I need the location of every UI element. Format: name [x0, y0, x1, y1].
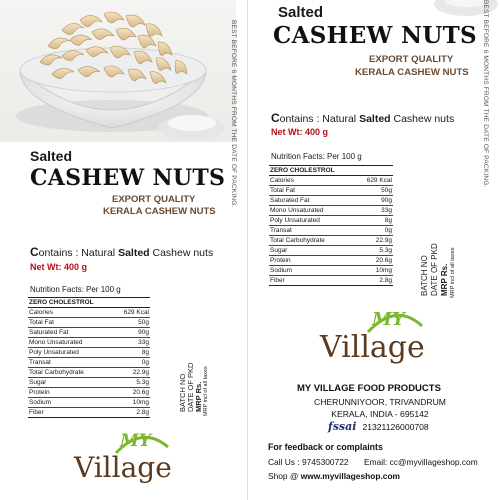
product-name-big: CASHEW NUTS: [30, 165, 226, 191]
cashew-bowl-photo: [0, 0, 236, 142]
nutrient-value: 0g: [110, 358, 150, 368]
date-pkd-label: DATE OF PKD: [186, 362, 195, 412]
nutrient-label: Total Fat: [269, 186, 353, 196]
nutrient-value: 10mg: [110, 398, 150, 408]
feedback-title: For feedback or complaints: [268, 442, 383, 452]
nutrient-value: 90g: [110, 328, 150, 338]
nutrition-row: [28, 348, 150, 358]
logo-village-text: Village: [74, 451, 172, 484]
email-line: Email: cc@myvillageshop.com: [364, 457, 478, 467]
nutrition-table: [28, 297, 150, 418]
nutrient-label: Total Carbohydrate: [28, 368, 110, 378]
batch-no-label: BATCH NO: [178, 373, 187, 412]
nutrition-row: [28, 388, 150, 398]
contains-salted-right: Salted: [359, 113, 391, 125]
product-name-small-right: Salted: [278, 4, 324, 21]
mrp-note: MRP incl of all taxes: [203, 366, 209, 416]
nutrition-row: [269, 176, 393, 186]
my-village-logo-right: [320, 302, 440, 374]
origin-label-right: KERALA CASHEW NUTS: [355, 67, 469, 78]
company-address-line1: CHERUNNIYOOR, TRIVANDRUM: [314, 397, 446, 407]
nutrient-value: 50g: [110, 318, 150, 328]
nutrition-row: [269, 236, 393, 246]
net-weight-right: Net Wt: 400 g: [271, 127, 329, 137]
nutrition-row: [269, 276, 393, 286]
left-label-panel: [0, 0, 248, 500]
cashew-bowl-image: [0, 0, 236, 142]
nutrient-label: Mono Unsaturated: [28, 338, 110, 348]
nutrient-label: Sodium: [269, 266, 353, 276]
nutrient-label: Total Carbohydrate: [269, 236, 353, 246]
nutrient-value: 0g: [353, 226, 393, 236]
contains-initial-right: C: [271, 111, 280, 125]
nutrient-label: Protein: [28, 388, 110, 398]
export-quality-label: EXPORT QUALITY: [112, 194, 196, 205]
company-address-line2: KERALA, INDIA - 695142: [331, 409, 429, 419]
nutrition-header-cell: ZERO CHOLESTROL: [28, 298, 150, 308]
nutrient-label: Fiber: [269, 276, 353, 286]
nutrient-label: Saturated Fat: [28, 328, 110, 338]
net-weight: Net Wt: 400 g: [30, 262, 88, 272]
mrp-note-right: MRP incl of all taxes: [450, 247, 456, 298]
mrp-label-right: MRP Rs.: [440, 263, 449, 296]
nutrient-value: 8g: [353, 216, 393, 226]
fssai-logo-icon: fssai: [328, 420, 357, 433]
nutrient-label: Sodium: [28, 398, 110, 408]
nutrient-value: 22.9g: [353, 236, 393, 246]
contains-line-right: [271, 111, 454, 125]
nutrient-label: Calories: [28, 308, 110, 318]
nutrient-value: 629 Kcal: [353, 176, 393, 186]
mrp-label: MRP Rs.: [194, 381, 203, 412]
nutrition-row: [28, 398, 150, 408]
shop-label: Shop @: [268, 471, 301, 481]
nutrient-label: Poly Unsaturated: [269, 216, 353, 226]
nutrient-label: Transat: [28, 358, 110, 368]
phone-line: Call Us : 9745300722: [268, 457, 349, 467]
contains-text: ontains : Natural: [38, 247, 119, 259]
nutrition-row: [269, 256, 393, 266]
nutrition-row: [269, 266, 393, 276]
nutrient-value: 33g: [353, 206, 393, 216]
date-pkd-label-right: DATE OF PKD: [430, 243, 439, 296]
nutrient-label: Protein: [269, 256, 353, 266]
nutrient-label: Fiber: [28, 408, 110, 418]
nutrient-value: 50g: [353, 186, 393, 196]
my-village-logo: [72, 425, 182, 495]
nutrient-value: 5.3g: [353, 246, 393, 256]
nutrition-row: [28, 328, 150, 338]
nutrition-row: [28, 338, 150, 348]
fssai-number: 21321126000708: [362, 421, 429, 432]
export-quality-label-right: EXPORT QUALITY: [369, 54, 454, 65]
nutrient-value: 90g: [353, 196, 393, 206]
nutrient-value: 20.6g: [110, 388, 150, 398]
nutrient-label: Total Fat: [28, 318, 110, 328]
fssai-row: [328, 420, 429, 433]
nutrition-heading-right: Nutrition Facts: Per 100 g: [271, 152, 362, 161]
contains-suffix-right: Cashew nuts: [390, 113, 455, 125]
nutrition-row: [269, 206, 393, 216]
nutrition-table-right: [269, 165, 393, 286]
nutrition-row: [269, 196, 393, 206]
nutrition-row: [28, 308, 150, 318]
nutrient-value: 629 Kcal: [110, 308, 150, 318]
best-before-note-right: BEST BEFORE 6 MONTHS FROM THE DATE OF PACKING.: [482, 0, 489, 188]
nutrition-header-cell: ZERO CHOLESTROL: [269, 166, 393, 176]
contains-text-right: ontains : Natural: [279, 113, 360, 125]
origin-label: KERALA CASHEW NUTS: [103, 206, 216, 217]
nutrient-value: 10mg: [353, 266, 393, 276]
nutrition-header-row: [269, 166, 393, 176]
contains-line: [30, 245, 213, 259]
nutrition-row: [28, 408, 150, 418]
nutrition-row: [28, 358, 150, 368]
nutrient-label: Sugar: [269, 246, 353, 256]
product-name-big-right: CASHEW NUTS: [273, 22, 477, 49]
contains-suffix: Cashew nuts: [149, 247, 214, 259]
product-name-small: Salted: [30, 148, 73, 164]
nutrition-header-row: [28, 298, 150, 308]
best-before-note: BEST BEFORE 6 MONTHS FROM THE DATE OF PACKING.: [230, 20, 237, 208]
nutrient-label: Transat: [269, 226, 353, 236]
nutrient-label: Calories: [269, 176, 353, 186]
contains-salted: Salted: [118, 247, 150, 259]
shop-url: www.myvillageshop.com: [300, 471, 401, 481]
nutrition-row: [269, 216, 393, 226]
nutrient-value: 5.3g: [110, 378, 150, 388]
nutrient-label: Saturated Fat: [269, 196, 353, 206]
nutrition-row: [28, 368, 150, 378]
nutrient-label: Mono Unsaturated: [269, 206, 353, 216]
company-name: MY VILLAGE FOOD PRODUCTS: [297, 383, 441, 394]
nutrition-row: [28, 318, 150, 328]
shop-line: [268, 471, 400, 481]
logo-village-text-right: Village: [320, 330, 425, 365]
batch-no-label-right: BATCH NO: [420, 255, 429, 296]
nutrition-row: [28, 378, 150, 388]
nutrient-value: 8g: [110, 348, 150, 358]
nutrition-row: [269, 246, 393, 256]
nutrient-value: 22.9g: [110, 368, 150, 378]
nutrition-row: [269, 226, 393, 236]
logo-my-text-right: MY: [372, 309, 405, 330]
nutrient-value: 2.8g: [110, 408, 150, 418]
nutrition-row: [269, 186, 393, 196]
right-label-panel: [250, 0, 500, 500]
nutrient-label: Sugar: [28, 378, 110, 388]
logo-my-text: MY: [120, 431, 151, 451]
nutrient-value: 20.6g: [353, 256, 393, 266]
nutrient-value: 33g: [110, 338, 150, 348]
nutrition-heading: Nutrition Facts: Per 100 g: [30, 285, 121, 294]
nutrient-value: 2.8g: [353, 276, 393, 286]
contains-initial: C: [30, 245, 39, 259]
nutrient-label: Poly Unsaturated: [28, 348, 110, 358]
